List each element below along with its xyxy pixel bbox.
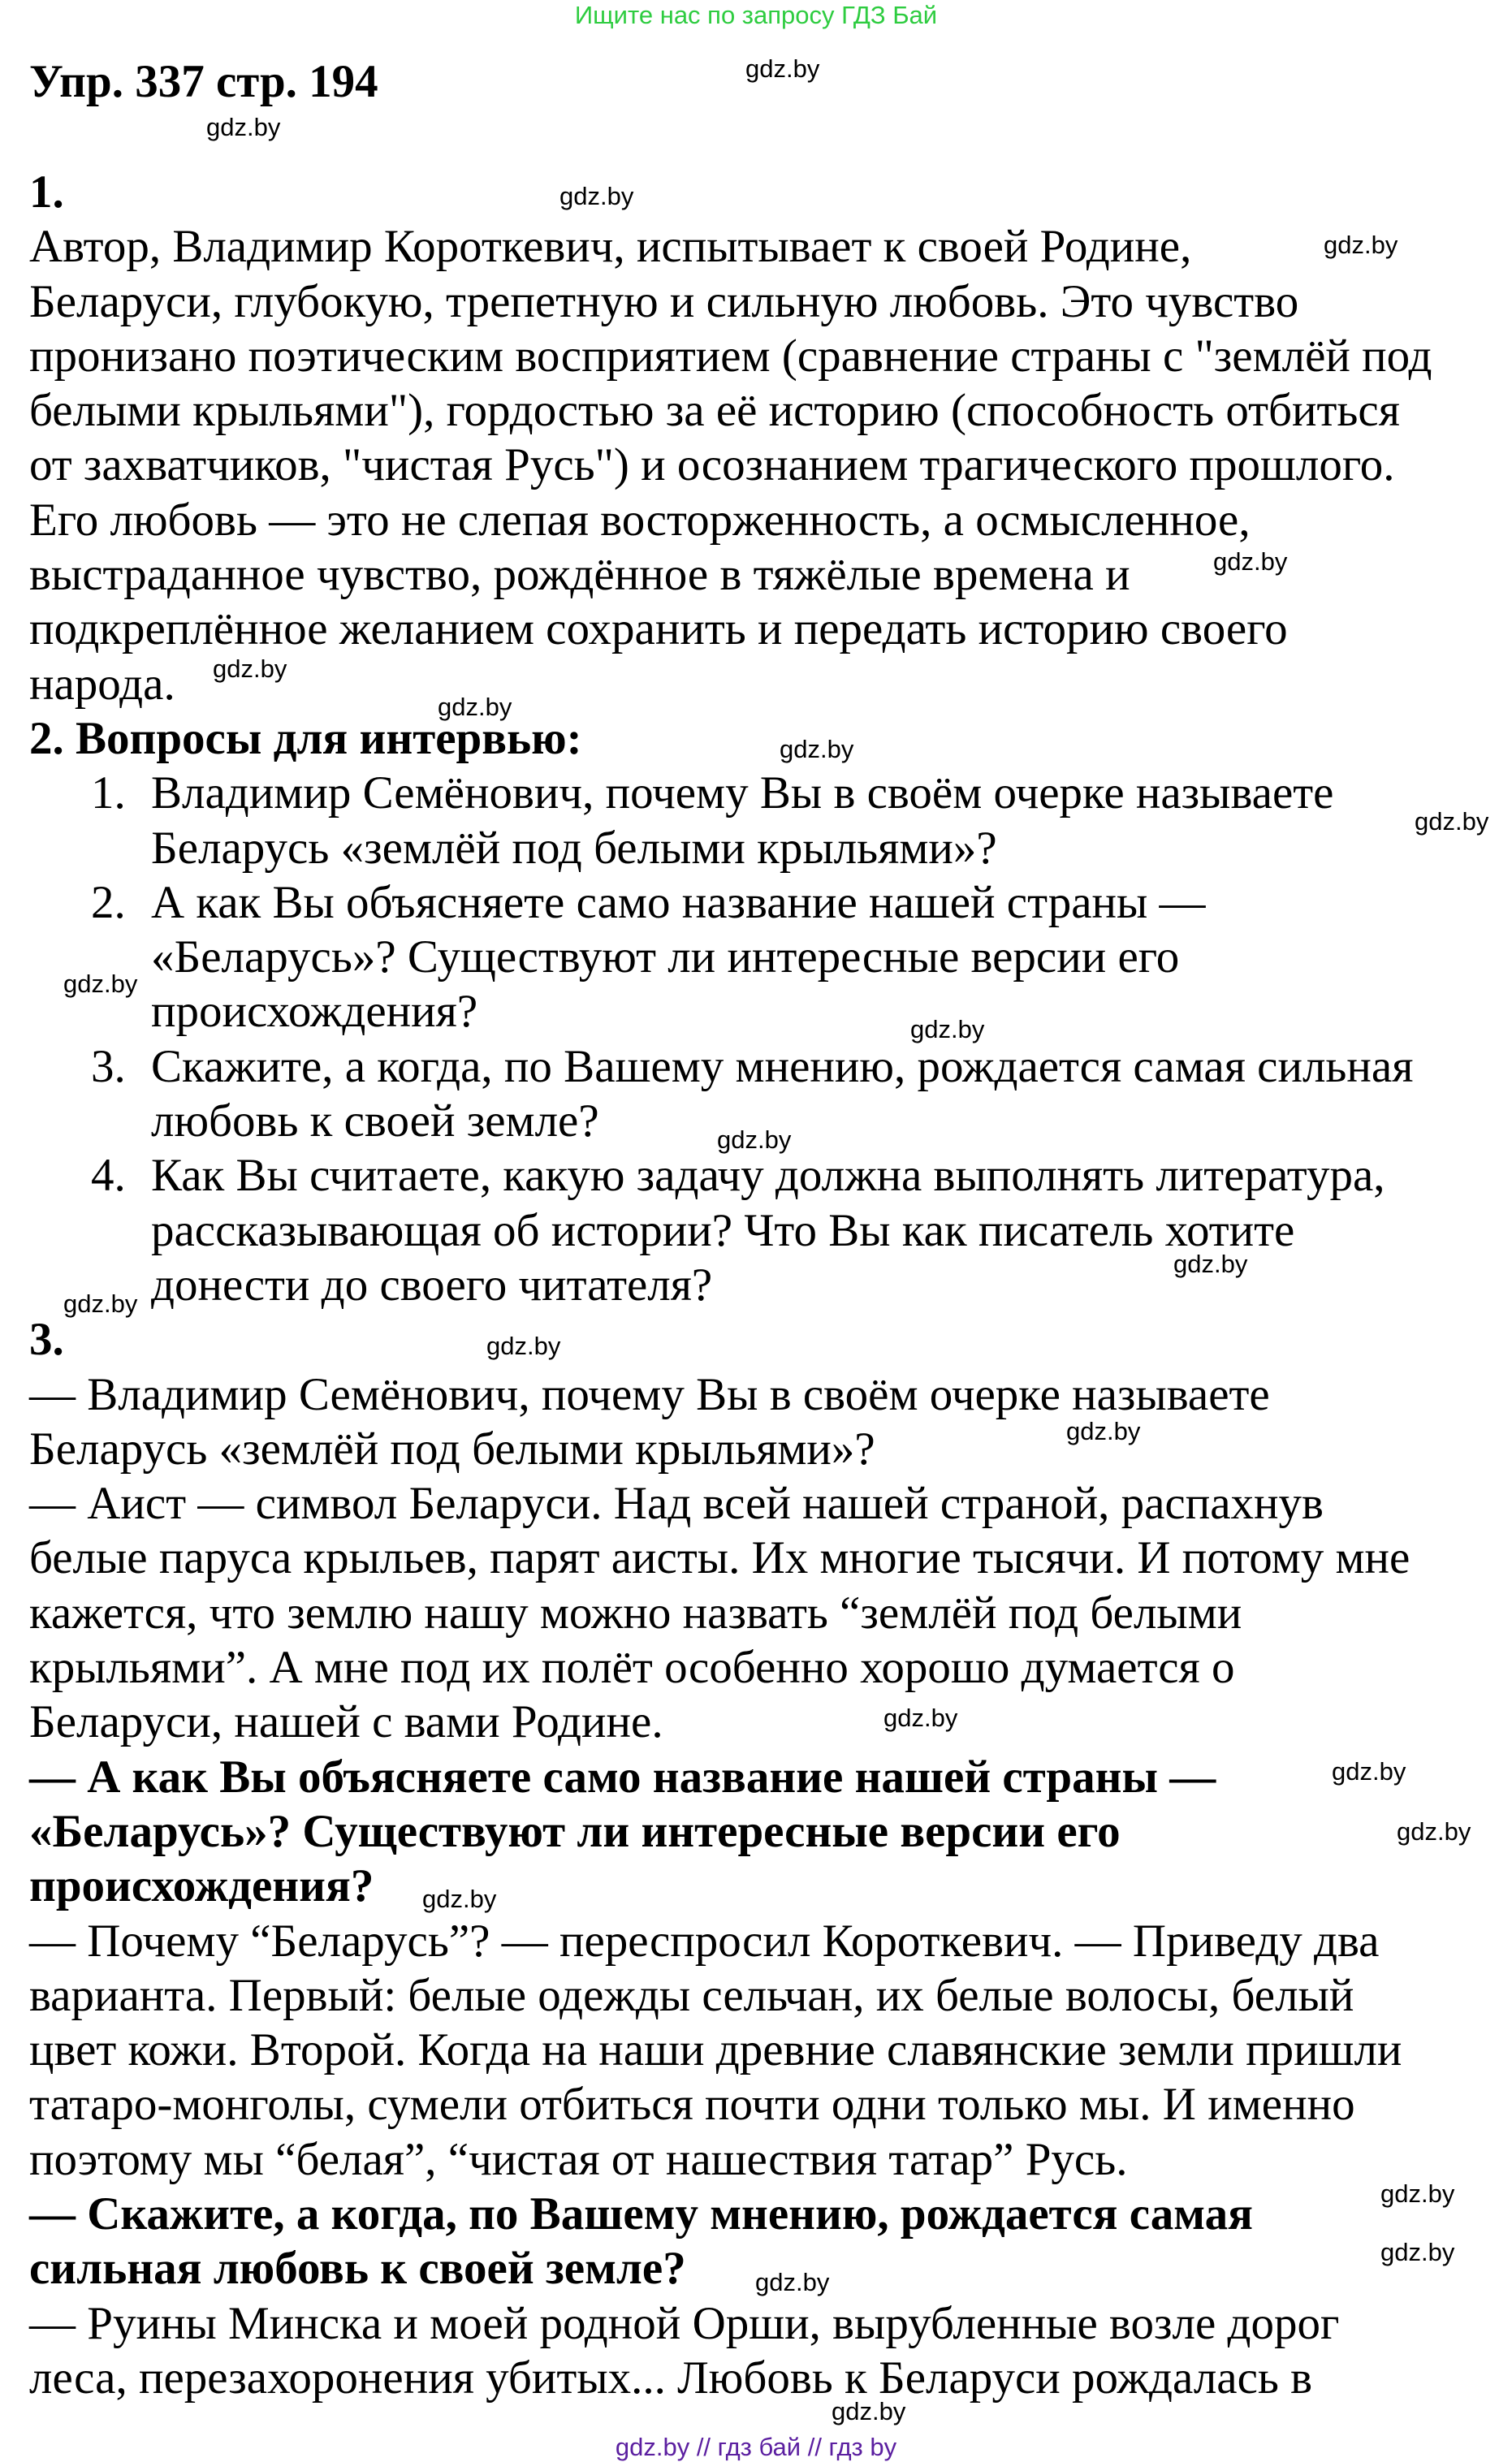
text-line: татаро-монголы, сумели отбиться почти одни только мы. И именно	[29, 2079, 1355, 2131]
text-line: Его любовь — это не слепая восторженность, а осмысленное,	[29, 494, 1251, 546]
section-1-text	[29, 219, 1491, 711]
question-text: происхождения?	[151, 986, 478, 1038]
question-line: происхождения?	[29, 1860, 374, 1912]
watermark: gdz.by	[63, 970, 138, 998]
question-text: Как Вы считаете, какую задачу должна выполнять литература,	[151, 1150, 1385, 1202]
footer-links[interactable]: gdz.by // гдз бай // гдз by	[615, 2433, 897, 2461]
question-line: сильная любовь к своей земле?	[29, 2243, 686, 2295]
watermark: gdz.by	[422, 1885, 497, 1913]
text-line: — Руины Минска и моей родной Орши, вырубленные возле дорог	[29, 2297, 1340, 2349]
watermark: gdz.by	[438, 693, 512, 721]
watermark: gdz.by	[213, 654, 287, 683]
watermark: gdz.by	[559, 182, 634, 210]
question-line: — А как Вы объясняете само название нашей страны —	[29, 1751, 1216, 1803]
watermark: gdz.by	[206, 113, 281, 141]
text-line: — Аист — символ Беларуси. Над всей нашей страной, распахнув	[29, 1478, 1324, 1530]
question-number: 2.	[91, 876, 126, 928]
text-line: Беларуси, нашей с вами Родине.	[29, 1696, 663, 1748]
watermark: gdz.by	[755, 2268, 830, 2296]
watermark: gdz.by	[63, 1289, 138, 1318]
text-line: белыми крыльями"), гордостью за её историю (способность отбиться	[29, 385, 1400, 437]
document-body	[29, 165, 1491, 2405]
text-line: кажется, что землю нашу можно назвать “землёй под белыми	[29, 1587, 1242, 1639]
page-title: Упр. 337 стр. 194	[29, 56, 378, 107]
question-number: 3.	[91, 1040, 126, 1092]
text-line: крыльями”. А мне под их полёт особенно хорошо думается о	[29, 1642, 1235, 1694]
question-item-cont	[29, 1203, 1491, 1258]
text-line: цвет кожи. Второй. Когда на наши древние славянские земли пришли	[29, 2024, 1402, 2076]
text-line: поэтому мы “белая”, “чистая от нашествия татар” Русь.	[29, 2133, 1128, 2185]
watermark: gdz.by	[1324, 231, 1398, 259]
text-line: от захватчиков, "чистая Русь") и осознанием трагического прошлого.	[29, 439, 1395, 491]
text-line: пронизано поэтическим восприятием (сравнение страны с "землёй под	[29, 330, 1432, 382]
watermark: gdz.by	[1066, 1417, 1141, 1445]
question-line: «Беларусь»? Существуют ли интересные версии его	[29, 1805, 1121, 1857]
text-line: — Владимир Семёнович, почему Вы в своём очерке называете	[29, 1368, 1270, 1420]
question-item-cont	[29, 1258, 1491, 1312]
question-text: любовь к своей земле?	[151, 1095, 599, 1147]
section-1-label: 1.	[29, 166, 64, 218]
question-item-cont	[29, 984, 1491, 1039]
watermark: gdz.by	[1380, 2238, 1455, 2266]
question-text: А как Вы объясняете само название нашей страны —	[151, 876, 1206, 928]
watermark: gdz.by	[717, 1125, 792, 1154]
text-line: Беларуси, глубокую, трепетную и сильную любовь. Это чувство	[29, 275, 1299, 327]
question-item	[29, 766, 1491, 820]
watermark: gdz.by	[1213, 547, 1288, 576]
question-text: донести до своего читателя?	[151, 1259, 713, 1311]
watermark: gdz.by	[745, 54, 820, 83]
text-line: варианта. Первый: белые одежды сельчан, их белые волосы, белый	[29, 1969, 1354, 2021]
section-3-label: 3.	[29, 1314, 64, 1366]
question-text: Скажите, а когда, по Вашему мнению, рождается самая сильная	[151, 1040, 1414, 1092]
watermark: gdz.by	[910, 1015, 985, 1043]
question-item	[29, 875, 1491, 930]
watermark: gdz.by	[883, 1704, 958, 1732]
text-line: Автор, Владимир Короткевич, испытывает к своей Родине,	[29, 221, 1192, 273]
text-line: народа.	[29, 658, 175, 710]
watermark: gdz.by	[1397, 1817, 1471, 1846]
question-item-cont	[29, 930, 1491, 984]
text-line: подкреплённое желанием сохранить и передать историю своего	[29, 603, 1288, 655]
watermark: gdz.by	[486, 1332, 561, 1360]
question-list	[29, 766, 1491, 1312]
text-line: выстраданное чувство, рождённое в тяжёлые времена и	[29, 549, 1130, 601]
text-line: Беларусь «землёй под белыми крыльями»?	[29, 1423, 875, 1475]
question-text: Владимир Семёнович, почему Вы в своём очерке называете	[151, 767, 1334, 819]
question-item-cont	[29, 821, 1491, 875]
question-item	[29, 1039, 1491, 1094]
text-line: — Почему “Беларусь”? — переспросил Короткевич. — Приведу два	[29, 1915, 1380, 1967]
watermark: gdz.by	[1332, 1757, 1406, 1786]
question-line: — Скажите, а когда, по Вашему мнению, рождается самая	[29, 2188, 1253, 2240]
question-text: «Беларусь»? Существуют ли интересные версии его	[151, 931, 1180, 983]
question-number: 4.	[91, 1150, 126, 1202]
interview-text	[29, 1367, 1491, 2406]
text-line: белые паруса крыльев, парят аисты. Их многие тысячи. И потому мне	[29, 1532, 1410, 1584]
section-2-label: 2. Вопросы для интервью:	[29, 712, 582, 764]
watermark: gdz.by	[1380, 2179, 1455, 2208]
watermark: gdz.by	[780, 735, 854, 763]
question-text: Беларусь «землёй под белыми крыльями»?	[151, 822, 997, 874]
question-item	[29, 1148, 1491, 1203]
question-number: 1.	[91, 767, 126, 819]
text-line: леса, перезахоронения убитых... Любовь к Беларуси рождалась в	[29, 2352, 1313, 2404]
watermark: gdz.by	[1173, 1250, 1248, 1278]
watermark: gdz.by	[832, 2397, 906, 2425]
question-text: рассказывающая об истории? Что Вы как писатель хотите	[151, 1204, 1295, 1256]
search-banner[interactable]: Ищите нас по запросу ГДЗ Бай	[574, 1, 938, 29]
watermark: gdz.by	[1415, 807, 1489, 836]
